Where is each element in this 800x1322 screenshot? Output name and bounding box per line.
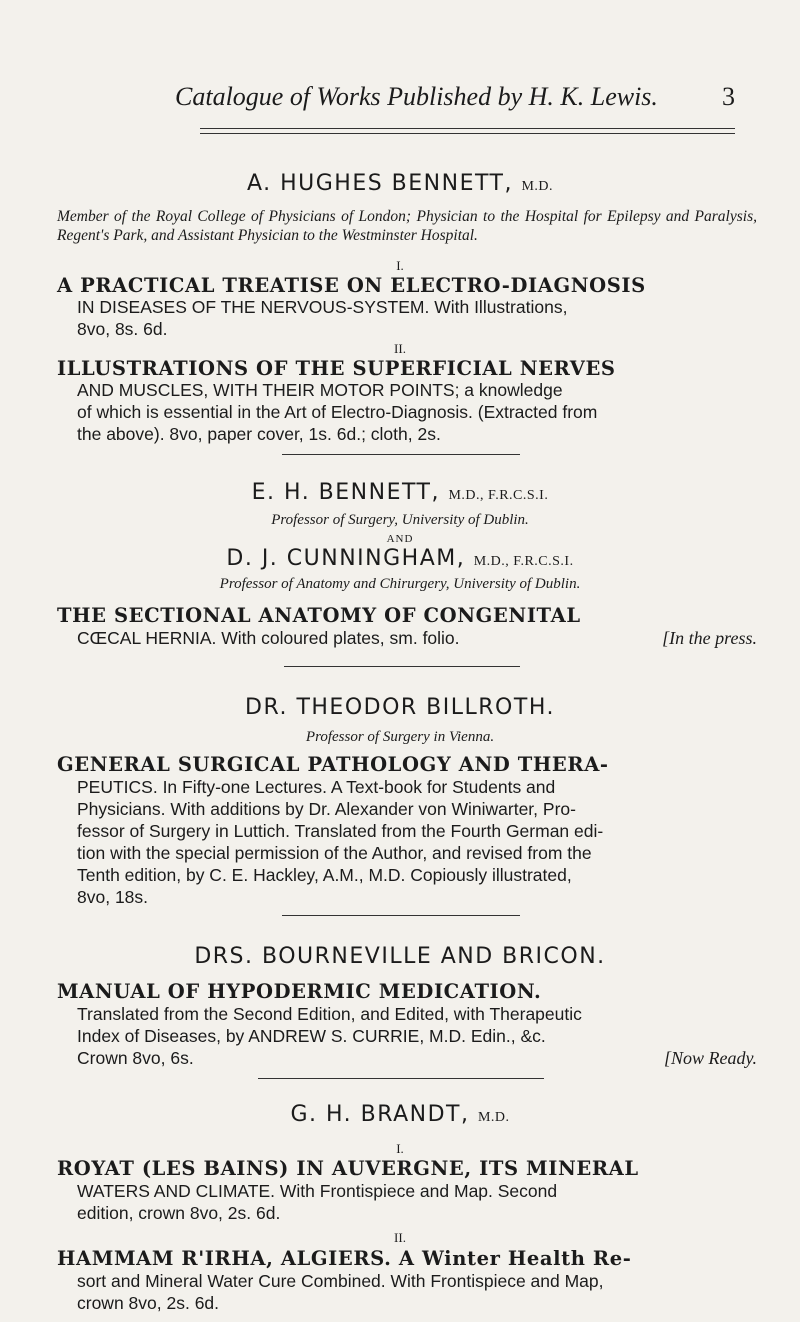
entry-body: PEUTICS. In Fifty-one Lectures. A Text-book for Students and Physicians. With additions by Dr. Alexander von Winiwarter, Pro- fessor of Surgery in Luttich. Translated from the Fourth German edi- tion with the special permission of the Author, and revised from the Tenth edition, by C. E. Hackley, A.M., M.D. Copiously illustrated, 8vo, 18s. xyxy=(77,777,604,907)
entry-body: CŒCAL HERNIA. With coloured plates, sm. folio. [In the press. xyxy=(77,628,757,648)
entry-title: A PRACTICAL TREATISE ON ELECTRO-DIAGNOSIS xyxy=(57,274,646,297)
author-heading: DRS. BOURNEVILLE AND BRICON. xyxy=(194,944,606,969)
author-description: Member of the Royal College of Physicians of London; Physician to the Hospital for Epilepsy and Paralysis, Regent's Park, and Assistant Physician to the Westminster Hospital. xyxy=(57,208,757,244)
section-divider xyxy=(284,666,520,667)
entry-body: AND MUSCLES, WITH THEIR MOTOR POINTS; a knowledge of which is essential in the Art of Electro-Diagnosis. (Extracted from the above). 8vo, paper cover, 1s. 6d.; cloth, 2s. xyxy=(77,380,598,444)
entry-title: HAMMAM R'IRHA, ALGIERS. A Winter Health Re- xyxy=(57,1247,632,1270)
entry-numeral: II. xyxy=(394,341,406,356)
entry-numeral: II. xyxy=(394,1230,406,1245)
coauthor-heading: D. J. CUNNINGHAM, M.D., F.R.C.S.I. xyxy=(226,546,574,571)
header-double-rule xyxy=(200,128,735,134)
running-title: Catalogue of Works Published by H. K. Lewis. xyxy=(175,82,658,111)
section-divider xyxy=(282,915,520,916)
entry-title: GENERAL SURGICAL PATHOLOGY AND THERA- xyxy=(57,753,609,776)
entry-body: Translated from the Second Edition, and Edited, with Therapeutic Index of Diseases, by ANDREW S. CURRIE, M.D. Edin., &c. Crown 8vo, 6s. [Now Ready. xyxy=(77,1004,757,1068)
author-heading: A. HUGHES BENNETT, M.D. xyxy=(246,171,554,196)
entry-body: WATERS AND CLIMATE. With Frontispiece and Map. Second edition, crown 8vo, 2s. 6d. xyxy=(77,1181,558,1223)
entry-body: IN DISEASES OF THE NERVOUS-SYSTEM. With Illustrations, 8vo, 8s. 6d. xyxy=(77,297,568,339)
section-divider xyxy=(282,454,520,455)
entry-body: sort and Mineral Water Cure Combined. With Frontispiece and Map, crown 8vo, 2s. 6d. xyxy=(77,1271,604,1313)
entry-title: THE SECTIONAL ANATOMY OF CONGENITAL xyxy=(57,604,581,627)
publication-status: [Now Ready. xyxy=(664,1048,757,1068)
author-affiliation: Professor of Surgery, University of Dublin. xyxy=(271,512,529,528)
running-head xyxy=(175,82,735,112)
entry-title: MANUAL OF HYPODERMIC MEDICATION. xyxy=(57,980,542,1003)
entry-numeral: I. xyxy=(396,258,404,273)
author-heading: E. H. BENNETT, M.D., F.R.C.S.I. xyxy=(251,480,549,505)
and-connector: AND xyxy=(386,533,414,545)
author-affiliation: Professor of Surgery in Vienna. xyxy=(305,729,495,745)
coauthor-affiliation: Professor of Anatomy and Chirurgery, University of Dublin. xyxy=(219,576,581,592)
entry-numeral: I. xyxy=(396,1141,404,1156)
page-number: 3 xyxy=(722,82,735,111)
author-heading: DR. THEODOR BILLROTH. xyxy=(245,695,555,720)
entry-title: ILLUSTRATIONS OF THE SUPERFICIAL NERVES xyxy=(57,357,616,380)
section-divider xyxy=(258,1078,544,1079)
publication-status: [In the press. xyxy=(662,628,757,648)
entry-title: ROYAT (LES BAINS) IN AUVERGNE, ITS MINERAL xyxy=(57,1157,639,1180)
author-heading: G. H. BRANDT, M.D. xyxy=(290,1102,510,1127)
